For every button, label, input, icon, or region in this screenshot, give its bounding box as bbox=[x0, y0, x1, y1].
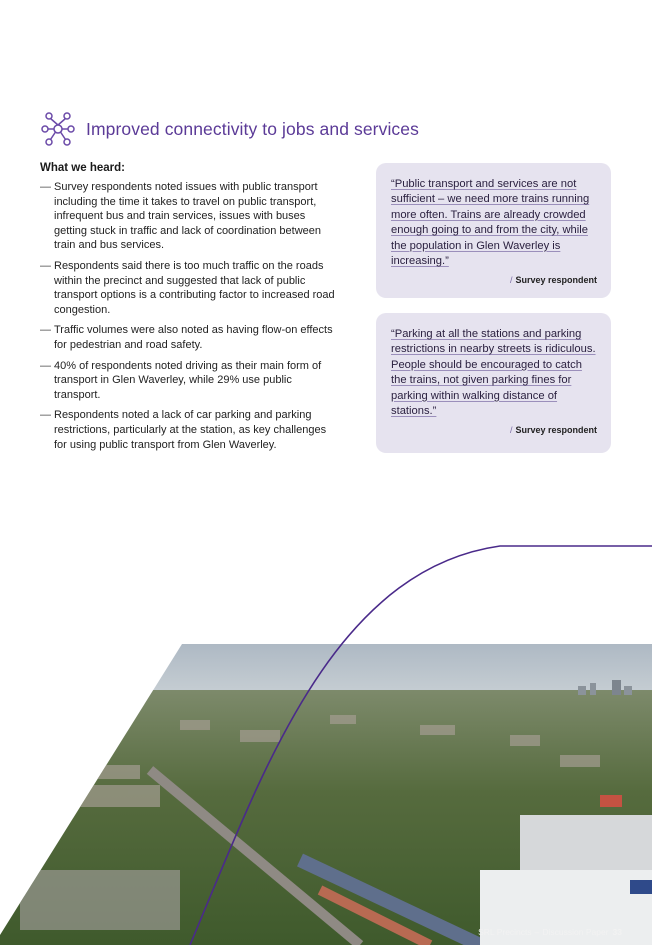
list-item: — Respondents noted a lack of car parking and parking restrictions, particularly at the station, as key challenges for using public transport from Glen Waverley. bbox=[40, 408, 340, 452]
slash-icon: / bbox=[509, 275, 513, 286]
footer-doc-name: SRL Precincts bbox=[478, 927, 532, 937]
network-nodes-icon bbox=[40, 110, 76, 148]
findings-list bbox=[40, 180, 340, 452]
quote-attribution bbox=[391, 425, 597, 435]
page-footer bbox=[478, 927, 622, 937]
list-item: — Respondents said there is too much traffic on the roads within the precinct and suggested that lack of public transport options is a contributing factor to increased road congestion. bbox=[40, 259, 340, 317]
quote-text: “Parking at all the stations and parking restrictions in nearby streets is ridiculous. People should be encouraged to catch the trains, not given parking fines for parking within walking distance of stations.” bbox=[391, 328, 596, 418]
list-item: — Survey respondents noted issues with public transport including the time it takes to travel on public transport, infrequent bus and train services, issues with buses getting stuck in traffic and lack of coordination between train and bus services. bbox=[40, 180, 340, 253]
quote-card bbox=[376, 313, 611, 453]
list-item: — 40% of respondents noted driving as their main form of transport in Glen Waverley, while 29% use public transport. bbox=[40, 359, 340, 403]
attribution-label: Survey respondent bbox=[515, 275, 597, 286]
attribution-label: Survey respondent bbox=[515, 425, 597, 436]
page-title: Improved connectivity to jobs and services bbox=[86, 118, 419, 139]
list-item: — Traffic volumes were also noted as having flow-on effects for pedestrian and road safety. bbox=[40, 323, 340, 352]
slash-icon: / bbox=[509, 425, 513, 436]
aerial-city-photo bbox=[0, 540, 652, 945]
footer-separator: – bbox=[534, 927, 540, 937]
what-we-heard-section bbox=[40, 162, 340, 458]
quote-card bbox=[376, 163, 611, 298]
aerial-photo-illustration bbox=[0, 540, 652, 945]
footer-doc-type: Discussion Paper bbox=[542, 927, 609, 937]
page-number: 33 bbox=[612, 927, 622, 937]
quote-attribution bbox=[391, 275, 597, 285]
what-we-heard-heading: What we heard: bbox=[40, 162, 125, 174]
quote-text: “Public transport and services are not sufficient – we need more trains running more often. Trains are already crowded enough going to and from the city, while the population in Glen Waverley is increasing.” bbox=[391, 178, 590, 268]
section-header bbox=[40, 107, 419, 151]
